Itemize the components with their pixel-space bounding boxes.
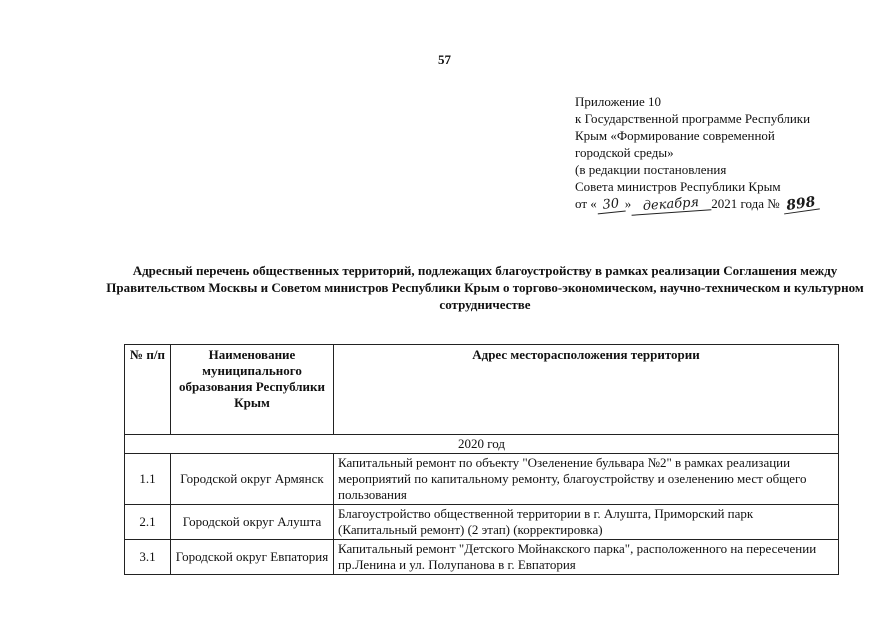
table-row [125, 454, 839, 505]
handwritten-doc-number: 898 [782, 195, 820, 215]
table-header-row [125, 345, 839, 435]
appendix-line: к Государственной программе Республики [575, 111, 811, 126]
row-municipality: Городской округ Алушта [171, 505, 334, 540]
row-num: 3.1 [125, 540, 171, 575]
appendix-line: городской среды» [575, 145, 674, 160]
date-quote-close: » [624, 196, 632, 211]
row-num: 2.1 [125, 505, 171, 540]
page-number: 57 [438, 52, 451, 67]
table-row [125, 505, 839, 540]
row-address: Благоустройство общественной территории в г. Алушта, Приморский парк (Капитальный ремонт) (2 этап) (корректировка) [334, 505, 839, 540]
document-title: Адресный перечень общественных территорий, подлежащих благоустройству в рамках реализации Соглашения между Правительством Москвы и Советом министров Республики Крым о торгово-экономическом, научно-техническом и культурном сотрудничестве [106, 263, 864, 312]
handwritten-month: декабря [631, 195, 712, 216]
header-num: № п/п [125, 345, 171, 435]
appendix-line: Совета министров Республики Крым [575, 179, 781, 194]
date-year-suffix: 2021 года № [711, 196, 780, 211]
appendix-line: (в редакции постановления [575, 162, 727, 177]
row-address: Капитальный ремонт "Детского Мойнакского парка", расположенного на пересечении пр.Ленина и ул. Полупанова в г. Евпатория [334, 540, 839, 575]
row-num: 1.1 [125, 454, 171, 505]
table-row [125, 540, 839, 575]
appendix-block [575, 93, 819, 213]
row-municipality: Городской округ Армянск [171, 454, 334, 505]
appendix-line: Приложение 10 [575, 94, 662, 109]
date-prefix: от « [575, 196, 597, 211]
row-municipality: Городской округ Евпатория [171, 540, 334, 575]
address-table [124, 344, 839, 575]
header-address: Адрес месторасположения территории [334, 345, 839, 435]
appendix-line: Крым «Формирование современной [575, 128, 775, 143]
handwritten-day: 30 [596, 197, 625, 215]
resolution-date-line [575, 195, 819, 213]
year-label: 2020 год [125, 435, 839, 454]
row-address: Капитальный ремонт по объекту "Озеленение бульвара №2" в рамках реализации мероприятий по капитальному ремонту, благоустройству и озеленению мест общего пользования [334, 454, 839, 505]
header-municipality: Наименование муниципального образования Республики Крым [171, 345, 334, 435]
year-row [125, 435, 839, 454]
